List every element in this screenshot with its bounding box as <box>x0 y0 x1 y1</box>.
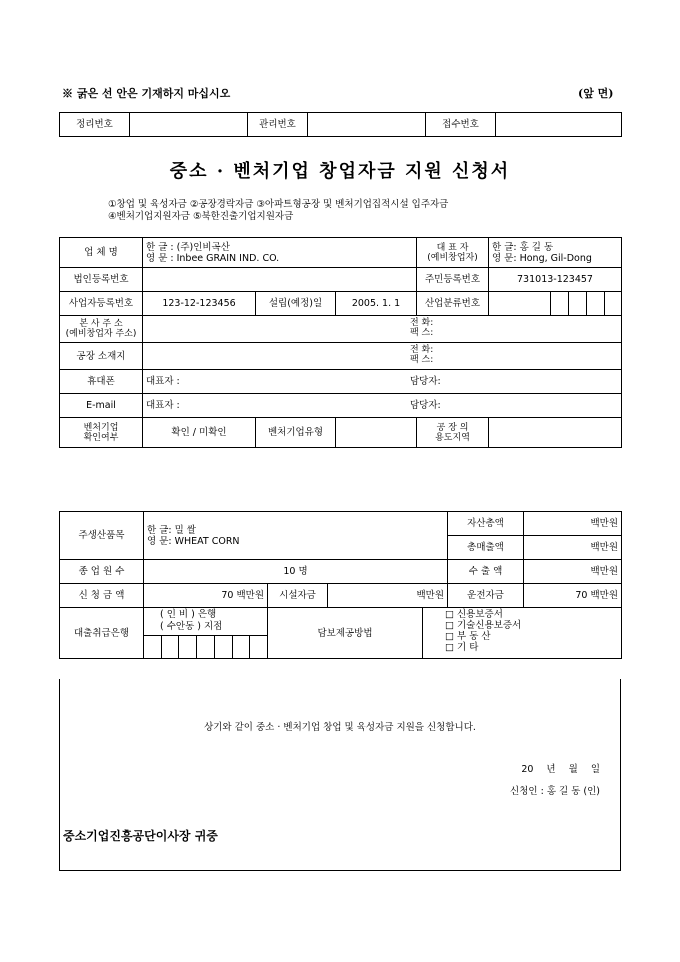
collateral-option-other[interactable]: □ 기 타 <box>445 642 479 653</box>
request-amount-label: 신 청 금 액 <box>60 584 144 608</box>
ref-number-label: 정리번호 <box>60 113 130 137</box>
biz-reg-value[interactable]: 123-12-123456 <box>143 292 256 316</box>
subtitle-line-1: ①창업 및 육성자금 ②공장경락자금 ③아파트형공장 및 벤처기업집적시설 입주자금 <box>108 199 449 210</box>
page-side-label: (앞 면) <box>578 87 614 100</box>
representative-en: 영 문: Hong, Gil-Dong <box>492 252 592 264</box>
representative-label-main: 대 표 자 <box>436 242 469 253</box>
form-subtitle <box>108 199 448 223</box>
exports-value[interactable]: 백만원 <box>524 560 622 584</box>
company-name-value[interactable] <box>143 238 417 268</box>
bank-code-box[interactable] <box>179 636 197 658</box>
email-field[interactable] <box>143 394 622 418</box>
mgmt-number-field[interactable] <box>308 113 426 137</box>
venture-type-label: 벤처기업유형 <box>256 418 336 448</box>
total-sales-value[interactable]: 백만원 <box>524 536 622 560</box>
factory-fax-label: 팩 스: <box>410 355 434 365</box>
bank-code-boxes <box>144 635 267 658</box>
corp-reg-label: 법인등록번호 <box>60 268 143 292</box>
bank-code-box[interactable] <box>144 636 162 658</box>
corp-reg-field[interactable] <box>143 268 417 292</box>
applicant-signature[interactable]: 신청인 : 홍 길 동 (인) <box>510 786 600 797</box>
recipient: 중소기업진흥공단이사장 귀중 <box>63 829 218 843</box>
industry-code-box[interactable] <box>587 292 605 316</box>
operating-fund-label: 운전자금 <box>448 584 524 608</box>
collateral-label: 담보제공방법 <box>268 608 423 659</box>
product-en: 영 문: WHEAT CORN <box>147 535 240 547</box>
total-assets-label: 자산총액 <box>448 512 524 536</box>
factory-address-label: 공장 소재지 <box>60 343 143 370</box>
email-label: E-mail <box>60 394 143 418</box>
mobile-rep-prefix: 대표자 : <box>146 376 180 387</box>
declaration-block <box>59 679 621 871</box>
industry-code-box[interactable] <box>551 292 569 316</box>
representative-value[interactable] <box>489 238 622 268</box>
resident-reg-value[interactable]: 731013-123457 <box>489 268 622 292</box>
operating-fund-value[interactable]: 70 백만원 <box>524 584 622 608</box>
ref-number-field[interactable] <box>130 113 248 137</box>
industry-code-label: 산업분류번호 <box>417 292 489 316</box>
est-date-label: 설립(예정)일 <box>256 292 336 316</box>
facility-fund-value[interactable]: 백만원 <box>328 584 448 608</box>
zoning-label-sub: 용도지역 <box>435 432 470 443</box>
total-assets-value[interactable]: 백만원 <box>524 512 622 536</box>
bank-code-box[interactable] <box>233 636 251 658</box>
hq-address-label-main: 본 사 주 소 <box>79 319 123 329</box>
venture-confirm-label-sub: 확인여부 <box>83 432 119 443</box>
bank-code-box[interactable] <box>197 636 215 658</box>
collateral-option-tech[interactable]: □ 기술신용보증서 <box>445 620 522 631</box>
resident-reg-label: 주민등록번호 <box>417 268 489 292</box>
total-sales-label: 총매출액 <box>448 536 524 560</box>
hq-address-label <box>60 316 143 343</box>
collateral-option-credit[interactable]: □ 신용보증서 <box>445 609 503 620</box>
company-name-ko: 한 글 : (주)인비곡산 <box>146 241 230 253</box>
est-date-value[interactable]: 2005. 1. 1 <box>336 292 417 316</box>
bank-code-box[interactable] <box>250 636 267 658</box>
representative-label <box>417 238 489 268</box>
mobile-manager-prefix: 담당자: <box>410 376 441 387</box>
product-label: 주생산품목 <box>60 512 144 560</box>
bank-name: ( 인 비 ) 은행 <box>160 609 217 620</box>
receipt-number-label: 접수번호 <box>426 113 496 137</box>
hq-phone-label: 전 화: <box>410 318 434 328</box>
bank-value[interactable] <box>144 608 268 659</box>
company-name-en: 영 문 : Inbee GRAIN IND. CO. <box>146 252 280 264</box>
hq-address-field[interactable] <box>143 316 622 343</box>
company-name-label: 업 체 명 <box>60 238 143 268</box>
industry-code-box[interactable] <box>569 292 587 316</box>
zoning-label-main: 공 장 의 <box>436 422 469 433</box>
collateral-options <box>423 608 622 659</box>
venture-confirm-label <box>60 418 143 448</box>
mobile-label: 휴대폰 <box>60 370 143 394</box>
facility-fund-label: 시설자금 <box>268 584 328 608</box>
bank-label: 대출취급은행 <box>60 608 144 659</box>
bank-code-box[interactable] <box>162 636 180 658</box>
industry-code-box[interactable] <box>489 292 551 316</box>
employees-label: 종 업 원 수 <box>60 560 144 584</box>
factory-phone-label: 전 화: <box>410 345 434 355</box>
hq-address-label-sub: (예비창업자 주소) <box>65 329 137 339</box>
exports-label: 수 출 액 <box>448 560 524 584</box>
mobile-field[interactable] <box>143 370 622 394</box>
industry-code-box[interactable] <box>605 292 622 316</box>
representative-label-sub: (예비창업자) <box>427 252 478 263</box>
email-rep-prefix: 대표자 : <box>146 400 180 411</box>
business-table <box>59 511 622 659</box>
hq-fax-label: 팩 스: <box>410 328 434 338</box>
collateral-option-realestate[interactable]: □ 부 동 산 <box>445 631 491 642</box>
venture-confirm-label-main: 벤처기업 <box>83 422 119 433</box>
form-notice: ※ 굵은 선 안은 기재하지 마십시오 <box>62 87 231 100</box>
bank-code-box[interactable] <box>215 636 233 658</box>
biz-reg-label: 사업자등록번호 <box>60 292 143 316</box>
product-value[interactable] <box>144 512 448 560</box>
bank-branch: ( 수안동 ) 지점 <box>160 621 223 632</box>
employees-value[interactable]: 10 명 <box>144 560 448 584</box>
declaration-text: 상기와 같이 중소 · 벤처기업 창업 및 육성자금 지원을 신청합니다. <box>204 722 476 733</box>
venture-confirm-value[interactable]: 확인 / 미확인 <box>143 418 256 448</box>
mgmt-number-label: 관리번호 <box>248 113 308 137</box>
factory-address-field[interactable] <box>143 343 622 370</box>
product-ko: 한 글: 밀 쌀 <box>147 524 196 536</box>
admin-table <box>59 112 622 137</box>
form-title: 중소 · 벤처기업 창업자금 지원 신청서 <box>169 161 511 182</box>
subtitle-line-2: ④벤처기업지원자금 ⑤북한진출기업지원자금 <box>108 211 294 222</box>
application-date[interactable]: 20 년 월 일 <box>521 764 600 775</box>
zoning-label <box>417 418 489 448</box>
request-amount-value[interactable]: 70 백만원 <box>144 584 268 608</box>
company-table <box>59 237 622 448</box>
venture-type-field[interactable] <box>336 418 417 448</box>
receipt-number-field[interactable] <box>496 113 622 137</box>
zoning-field[interactable] <box>489 418 622 448</box>
email-manager-prefix: 담당자: <box>410 400 441 411</box>
representative-ko: 한 글: 홍 길 동 <box>492 241 554 253</box>
